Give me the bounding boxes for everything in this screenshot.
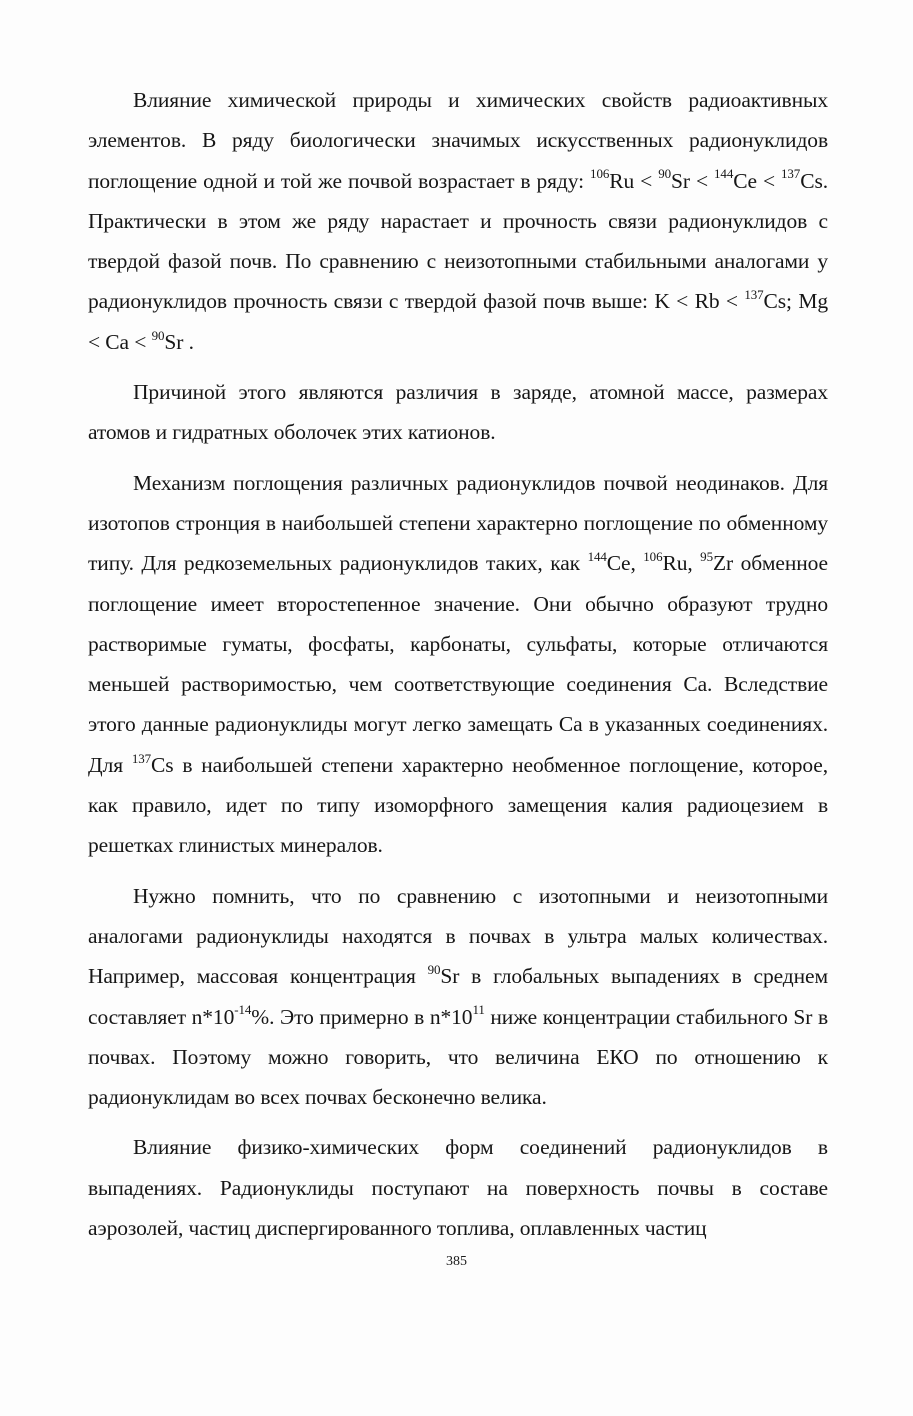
text-run: Sr < bbox=[671, 168, 715, 193]
paragraph-1 bbox=[88, 80, 828, 362]
text-run: Причиной этого являются различия в заряде, атомной массе, размерах атомов и гидратных оболочек этих катионов. bbox=[88, 380, 828, 445]
page-number: 385 bbox=[446, 1254, 467, 1269]
superscript: 90 bbox=[151, 327, 165, 343]
superscript: 137 bbox=[131, 750, 152, 766]
superscript: -14 bbox=[234, 1002, 252, 1018]
paragraph-5 bbox=[88, 1127, 828, 1248]
superscript: 11 bbox=[472, 1002, 485, 1018]
text-run: Ce < bbox=[733, 168, 781, 193]
body-text bbox=[88, 80, 828, 1258]
superscript: 137 bbox=[781, 166, 801, 182]
text-run: Механизм поглощения различных радионуклидов почвой неодинаков. Для изотопов стронция в наибольшей степени характерно поглощение по обменному типу. Для редкоземельных радионуклидов таких, как bbox=[88, 470, 828, 576]
paragraph-3 bbox=[88, 463, 828, 866]
superscript: 144 bbox=[587, 549, 607, 565]
text-run: Cs; Mg < Ca < bbox=[88, 289, 828, 354]
text-run: ниже концентрации стабильного Sr в почвах. Поэтому можно говорить, что величина ЕКО по отношению к радионуклидам во всех почвах бесконечно велика. bbox=[88, 1004, 828, 1110]
text-run: Sr в глобальных выпадениях в среднем составляет n*10 bbox=[88, 964, 828, 1029]
text-run: Zr обменное поглощение имеет второстепенное значение. Они обычно образуют трудно растворимые гуматы, фосфаты, карбонаты, сульфаты, которые отличаются меньшей растворимостью, чем соответствующие соединения Ca. Вследствие этого данные радионуклиды могут легко замещать Ca в указанных соединениях. Для bbox=[88, 551, 828, 777]
text-run: Влияние физико-химических форм соединений радионуклидов в выпадениях. Радионуклиды поступают на поверхность почвы в составе аэрозолей, частиц диспергированного топлива, оплавленных частиц bbox=[88, 1135, 828, 1241]
paragraph-2 bbox=[88, 372, 828, 453]
text-run: Cs в наибольшей степени характерно необменное поглощение, которое, как правило, идет по типу изоморфного замещения калия радиоцезием в решетках глинистых минералов. bbox=[88, 752, 828, 858]
superscript: 144 bbox=[714, 166, 734, 182]
superscript: 137 bbox=[744, 287, 764, 303]
text-run: Ce, bbox=[606, 551, 644, 576]
superscript: 95 bbox=[700, 549, 713, 565]
text-run: %. Это примерно в n*10 bbox=[251, 1004, 473, 1029]
text-run: Cs. Практически в этом же ряду нарастает и прочность связи радионуклидов с твердой фазой почв. По сравнению с неизотопными стабильными аналогами у радионуклидов прочность связи с твердой фазой почв выше: K < Rb < bbox=[88, 168, 828, 314]
superscript: 90 bbox=[658, 166, 672, 182]
superscript: 106 bbox=[643, 549, 663, 565]
paragraph-4 bbox=[88, 876, 828, 1118]
superscript: 90 bbox=[427, 962, 441, 978]
superscript: 106 bbox=[590, 166, 610, 182]
text-run: Ru, bbox=[662, 551, 701, 576]
text-run: Sr . bbox=[164, 329, 194, 354]
text-run: Ru < bbox=[609, 168, 659, 193]
text-run: Влияние химической природы и химических свойств радиоактивных элементов. В ряду биологически значимых искусственных радионуклидов поглощение одной и той же почвой возрастает в ряду: bbox=[88, 88, 828, 193]
text-run: Нужно помнить, что по сравнению с изотопными и неизотопными аналогами радионуклиды находятся в почвах в ультра малых количествах. Например, массовая концентрация bbox=[88, 883, 828, 989]
